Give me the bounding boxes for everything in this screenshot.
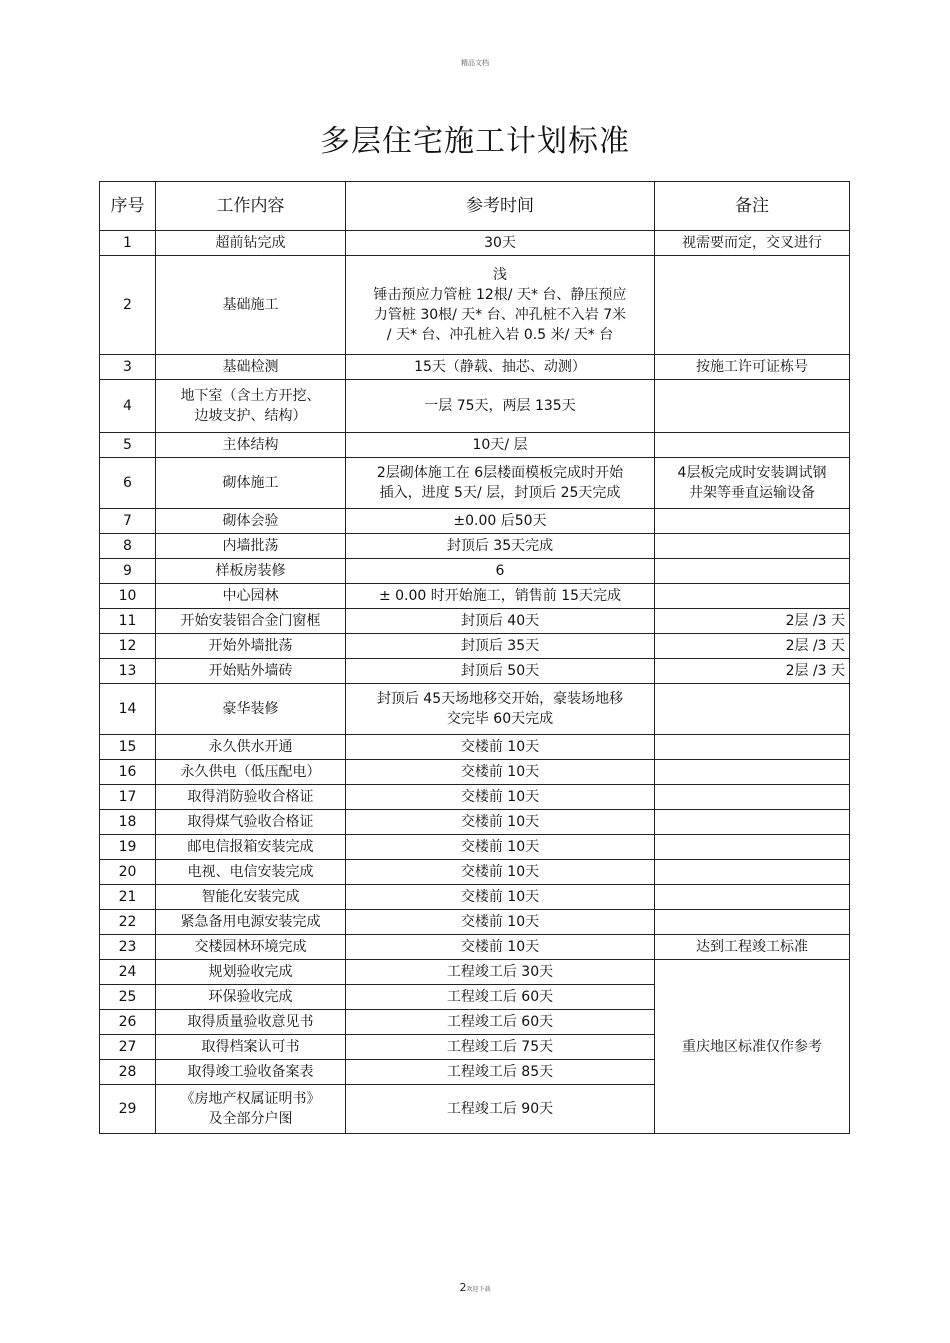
row-time-line: 封顶后 45天场地移交开始，豪装场地移 (376, 691, 624, 707)
table-row (100, 380, 850, 433)
row-note (655, 584, 850, 609)
row-time: 30天 (346, 231, 655, 256)
row-time: 工程竣工后 85天 (346, 1060, 655, 1085)
table-row (100, 355, 850, 380)
row-time: 封顶后 35天完成 (346, 534, 655, 559)
table-header-row (100, 182, 850, 231)
row-time-line: 力管桩 30根/ 天* 台、冲孔桩不入岩 7米 (373, 307, 627, 323)
row-task: 基础施工 (156, 256, 346, 355)
row-no: 5 (100, 433, 156, 458)
row-note: 2层 /3 天 (655, 659, 850, 684)
header-time: 参考时间 (346, 182, 655, 231)
row-task: 豪华装修 (156, 684, 346, 735)
row-note (655, 760, 850, 785)
table-row (100, 534, 850, 559)
row-time: 交楼前 10天 (346, 910, 655, 935)
row-note: 视需要而定，交叉进行 (655, 231, 850, 256)
table-row (100, 584, 850, 609)
row-task: 基础检测 (156, 355, 346, 380)
row-task-line: 边坡支护、结构） (194, 408, 307, 424)
row-note-line: 4层板完成时安装调试钢 (677, 465, 827, 481)
table-row (100, 785, 850, 810)
row-note (655, 860, 850, 885)
table-row (100, 860, 850, 885)
row-note (655, 835, 850, 860)
row-note (655, 458, 850, 509)
row-time-line: 插入，进度 5天/ 层，封顶后 25天完成 (379, 485, 621, 501)
row-task: 永久供水开通 (156, 735, 346, 760)
row-time: ±0.00 后50天 (346, 509, 655, 534)
row-no: 1 (100, 231, 156, 256)
row-task: 主体结构 (156, 433, 346, 458)
row-task: 样板房装修 (156, 559, 346, 584)
row-no: 28 (100, 1060, 156, 1085)
row-task-line: 及全部分户图 (208, 1111, 293, 1127)
row-note (655, 433, 850, 458)
page-footer (0, 1281, 950, 1294)
table-row (100, 684, 850, 735)
table-row (100, 458, 850, 509)
header-note: 精品文档 (461, 59, 489, 67)
row-time: 封顶后 50天 (346, 659, 655, 684)
row-time: 6 (346, 559, 655, 584)
row-task: 取得档案认可书 (156, 1035, 346, 1060)
row-time: 15天（静载、抽芯、动测） (346, 355, 655, 380)
row-task (156, 380, 346, 433)
table-row (100, 960, 850, 985)
row-time-line: 锤击预应力管桩 12根/ 天* 台、静压预应 (373, 287, 627, 303)
page-title: 多层住宅施工计划标准 (320, 124, 630, 159)
footer-text: 欢迎下载 (466, 1286, 491, 1293)
row-time: 交楼前 10天 (346, 760, 655, 785)
table-row (100, 559, 850, 584)
row-no: 29 (100, 1085, 156, 1134)
row-no: 4 (100, 380, 156, 433)
row-time: 封顶后 35天 (346, 634, 655, 659)
table-row (100, 810, 850, 835)
table-row (100, 609, 850, 634)
table-row (100, 760, 850, 785)
row-task: 取得质量验收意见书 (156, 1010, 346, 1035)
page-number: 2 (459, 1281, 467, 1294)
header-note: 备注 (655, 182, 850, 231)
row-task: 规划验收完成 (156, 960, 346, 985)
row-task: 开始贴外墙砖 (156, 659, 346, 684)
row-time: 交楼前 10天 (346, 810, 655, 835)
row-time (346, 684, 655, 735)
row-note-line: 井架等垂直运输设备 (689, 485, 815, 501)
row-time: 工程竣工后 30天 (346, 960, 655, 985)
row-time: 工程竣工后 90天 (346, 1085, 655, 1134)
row-task: 取得煤气验收合格证 (156, 810, 346, 835)
row-no: 26 (100, 1010, 156, 1035)
row-note (655, 559, 850, 584)
row-note: 达到工程竣工标准 (655, 935, 850, 960)
row-time: 交楼前 10天 (346, 735, 655, 760)
table-row (100, 935, 850, 960)
row-time: ± 0.00 时开始施工，销售前 15天完成 (346, 584, 655, 609)
row-note (655, 534, 850, 559)
row-task: 超前钻完成 (156, 231, 346, 256)
row-no: 7 (100, 509, 156, 534)
row-no: 16 (100, 760, 156, 785)
row-no: 6 (100, 458, 156, 509)
table-row (100, 231, 850, 256)
row-no: 12 (100, 634, 156, 659)
row-no: 24 (100, 960, 156, 985)
row-time: 交楼前 10天 (346, 835, 655, 860)
table-row (100, 835, 850, 860)
row-task: 环保验收完成 (156, 985, 346, 1010)
row-time-line: 2层砌体施工在 6层楼面模板完成时开始 (376, 465, 624, 481)
row-no: 2 (100, 256, 156, 355)
merged-note: 重庆地区标准仅作参考 (655, 960, 850, 1134)
row-no: 14 (100, 684, 156, 735)
row-no: 10 (100, 584, 156, 609)
table-row (100, 509, 850, 534)
row-no: 15 (100, 735, 156, 760)
row-time: 交楼前 10天 (346, 885, 655, 910)
row-task: 电视、电信安装完成 (156, 860, 346, 885)
row-task: 中心园林 (156, 584, 346, 609)
schedule-table (99, 181, 850, 1134)
row-no: 13 (100, 659, 156, 684)
row-time: 交楼前 10天 (346, 785, 655, 810)
row-no: 27 (100, 1035, 156, 1060)
row-note: 2层 /3 天 (655, 634, 850, 659)
row-task (156, 1085, 346, 1134)
header-no: 序号 (100, 182, 156, 231)
row-no: 22 (100, 910, 156, 935)
row-note (655, 256, 850, 355)
row-task-line: 《房地产权属证明书》 (180, 1091, 321, 1107)
row-no: 9 (100, 559, 156, 584)
row-task: 砌体施工 (156, 458, 346, 509)
row-no: 25 (100, 985, 156, 1010)
row-no: 8 (100, 534, 156, 559)
table-row (100, 659, 850, 684)
row-no: 17 (100, 785, 156, 810)
row-note (655, 684, 850, 735)
row-note (655, 380, 850, 433)
row-task: 永久供电（低压配电） (156, 760, 346, 785)
table-row (100, 433, 850, 458)
row-task: 内墙批荡 (156, 534, 346, 559)
table-row (100, 885, 850, 910)
row-task: 开始外墙批荡 (156, 634, 346, 659)
row-note (655, 785, 850, 810)
row-time: 工程竣工后 60天 (346, 985, 655, 1010)
table-row (100, 634, 850, 659)
row-time: 10天/ 层 (346, 433, 655, 458)
row-no: 11 (100, 609, 156, 634)
table-row (100, 256, 850, 355)
row-task: 智能化安装完成 (156, 885, 346, 910)
row-no: 21 (100, 885, 156, 910)
row-time (346, 256, 655, 355)
row-time-line: 浅 (493, 267, 507, 283)
header-task: 工作内容 (156, 182, 346, 231)
row-task: 开始安装铝合金门窗框 (156, 609, 346, 634)
row-time (346, 458, 655, 509)
row-note (655, 810, 850, 835)
table-row (100, 910, 850, 935)
row-task: 紧急备用电源安装完成 (156, 910, 346, 935)
row-task: 交楼园林环境完成 (156, 935, 346, 960)
table-row (100, 735, 850, 760)
row-note: 2层 /3 天 (655, 609, 850, 634)
row-time: 交楼前 10天 (346, 935, 655, 960)
row-time: 一层 75天，两层 135天 (346, 380, 655, 433)
row-time-line: 交完毕 60天完成 (446, 711, 554, 727)
row-no: 23 (100, 935, 156, 960)
row-note (655, 885, 850, 910)
row-note (655, 509, 850, 534)
row-no: 20 (100, 860, 156, 885)
row-note (655, 910, 850, 935)
row-note (655, 735, 850, 760)
row-task: 取得竣工验收备案表 (156, 1060, 346, 1085)
row-note: 按施工许可证栋号 (655, 355, 850, 380)
row-time: 交楼前 10天 (346, 860, 655, 885)
row-task: 砌体会验 (156, 509, 346, 534)
row-task: 邮电信报箱安装完成 (156, 835, 346, 860)
row-time: 封顶后 40天 (346, 609, 655, 634)
row-time: 工程竣工后 75天 (346, 1035, 655, 1060)
row-no: 19 (100, 835, 156, 860)
row-no: 18 (100, 810, 156, 835)
row-no: 3 (100, 355, 156, 380)
row-task: 取得消防验收合格证 (156, 785, 346, 810)
row-task-line: 地下室（含土方开挖、 (180, 388, 321, 404)
row-time-line: / 天* 台、冲孔桩入岩 0.5 米/ 天* 台 (386, 327, 614, 343)
row-time: 工程竣工后 60天 (346, 1010, 655, 1035)
